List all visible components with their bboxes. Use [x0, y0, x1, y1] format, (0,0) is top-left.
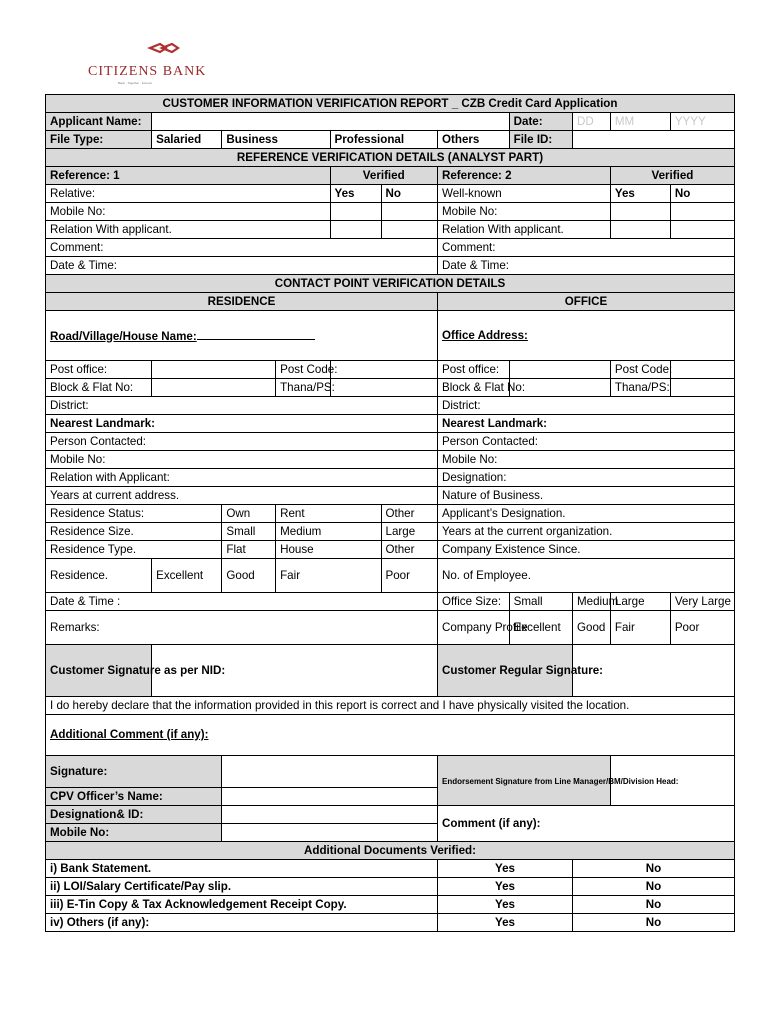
- reference-1-verified: Verified: [330, 167, 437, 185]
- res-post-code-label: Post Code:: [276, 361, 330, 379]
- doc-others-yes[interactable]: Yes: [437, 914, 572, 932]
- res-years-address[interactable]: Years at current address.: [46, 487, 438, 505]
- ref1-check-yes[interactable]: [330, 221, 381, 239]
- ref2-row-mobile[interactable]: Mobile No:: [437, 203, 610, 221]
- applicant-name-label: Applicant Name:: [46, 113, 152, 131]
- road-village-field[interactable]: [46, 311, 438, 361]
- ref2-row-relation[interactable]: Relation With applicant.: [437, 221, 610, 239]
- bank-name: CITIZENS BANK: [88, 64, 207, 79]
- customer-regular-signature-label: Customer Regular Signature:: [437, 645, 572, 697]
- off-designation[interactable]: Designation:: [437, 469, 734, 487]
- title-row: [46, 95, 735, 113]
- off-mobile[interactable]: Mobile No:: [437, 451, 734, 469]
- res-thana-field[interactable]: [330, 379, 437, 397]
- doc-loi-salary-no[interactable]: No: [573, 878, 735, 896]
- ref2-yes[interactable]: Yes: [610, 185, 670, 203]
- off-landmark[interactable]: Nearest Landmark:: [437, 415, 734, 433]
- road-underline: [197, 327, 315, 340]
- res-remarks[interactable]: Remarks:: [46, 611, 438, 645]
- res-mobile[interactable]: Mobile No:: [46, 451, 438, 469]
- ref1-row-comment[interactable]: Comment:: [46, 239, 438, 257]
- res-person-contacted[interactable]: Person Contacted:: [46, 433, 438, 451]
- file-type-business[interactable]: Business: [222, 131, 330, 149]
- off-thana-field[interactable]: [670, 379, 734, 397]
- signature-field[interactable]: [222, 756, 438, 788]
- res-thana-label: Thana/PS:: [276, 379, 330, 397]
- ref1-check-no[interactable]: [381, 221, 437, 239]
- file-id-label: File ID:: [509, 131, 572, 149]
- ref1-row-datetime[interactable]: Date & Time:: [46, 257, 438, 275]
- off-years-org[interactable]: Years at the current organization.: [437, 523, 734, 541]
- office-size-small[interactable]: Small: [509, 593, 572, 611]
- doc-others: iv) Others (if any):: [46, 914, 438, 932]
- file-id-field[interactable]: [573, 131, 735, 149]
- endorsement-text: Endorsement Signature from Line Manager/BM/Division Head:: [441, 776, 679, 786]
- status-other[interactable]: Other: [381, 505, 437, 523]
- off-block-flat-label: Block & Flat No:: [437, 379, 509, 397]
- date-day-field[interactable]: DD: [573, 113, 611, 131]
- doc-etin: iii) E-Tin Copy & Tax Acknowledgement Receipt Copy.: [46, 896, 438, 914]
- residence-status-label: Residence Status:: [46, 505, 222, 523]
- ref2-check-no[interactable]: [670, 203, 734, 221]
- verification-form: [45, 94, 735, 932]
- reference-1-title: Reference: 1: [46, 167, 331, 185]
- endorsement-label: [437, 756, 679, 806]
- ref1-row-relative: Relative:: [46, 185, 331, 203]
- size-small[interactable]: Small: [222, 523, 276, 541]
- off-company-existence[interactable]: Company Existence Since.: [437, 541, 734, 559]
- cpv-name-label: CPV Officer’s Name:: [46, 788, 222, 806]
- reference-2-verified: Verified: [610, 167, 734, 185]
- residence-good[interactable]: Good: [222, 559, 276, 593]
- type-other[interactable]: Other: [381, 541, 437, 559]
- customer-signature-label: Customer Signature as per NID:: [46, 645, 152, 697]
- residence-title: RESIDENCE: [46, 293, 438, 311]
- additional-comment[interactable]: Additional Comment (if any):: [46, 715, 735, 756]
- file-type-professional[interactable]: Professional: [330, 131, 437, 149]
- ref1-yes[interactable]: Yes: [330, 185, 381, 203]
- residence-type-label: Residence Type.: [46, 541, 222, 559]
- res-block-flat-label: Block & Flat No:: [46, 379, 152, 397]
- signature-label: Signature:: [46, 756, 222, 788]
- designation-id-label: Designation& ID:: [46, 806, 222, 824]
- ref2-check-yes[interactable]: [610, 203, 670, 221]
- off-district[interactable]: District:: [437, 397, 734, 415]
- doc-loi-salary: ii) LOI/Salary Certificate/Pay slip.: [46, 878, 438, 896]
- doc-bank-statement-yes[interactable]: Yes: [437, 860, 572, 878]
- office-address-field[interactable]: Office Address:: [437, 311, 734, 361]
- form-title: CUSTOMER INFORMATION VERIFICATION REPORT _ CZB Credit Card Application: [46, 95, 735, 113]
- officer-mobile-label: Mobile No:: [46, 824, 222, 842]
- file-type-others[interactable]: Others: [437, 131, 509, 149]
- type-flat[interactable]: Flat: [222, 541, 276, 559]
- file-type-salaried[interactable]: Salaried: [152, 131, 222, 149]
- road-village-label: Road/Village/House Name:: [50, 329, 197, 343]
- off-post-office-field[interactable]: [509, 361, 610, 379]
- residence-condition-label: Residence.: [46, 559, 152, 593]
- doc-others-no[interactable]: No: [573, 914, 735, 932]
- ref1-row-relation[interactable]: Relation With applicant.: [46, 221, 331, 239]
- ref2-no[interactable]: No: [670, 185, 734, 203]
- ref2-row-datetime[interactable]: Date & Time:: [437, 257, 734, 275]
- office-title: OFFICE: [437, 293, 734, 311]
- res-post-office-field[interactable]: [152, 361, 276, 379]
- designation-id-field[interactable]: [222, 806, 438, 824]
- date-label: Date:: [509, 113, 572, 131]
- residence-size-label: Residence Size.: [46, 523, 222, 541]
- doc-etin-yes[interactable]: Yes: [437, 896, 572, 914]
- officer-mobile-field[interactable]: [222, 824, 438, 842]
- office-size-very-large[interactable]: Very Large: [670, 593, 734, 611]
- profile-fair[interactable]: Fair: [610, 611, 670, 645]
- office-size-large[interactable]: Large: [610, 593, 670, 611]
- off-post-code-label: Post Code:: [610, 361, 670, 379]
- ref2-check-yes[interactable]: [610, 221, 670, 239]
- file-type-label: File Type:: [46, 131, 152, 149]
- doc-loi-salary-yes[interactable]: Yes: [437, 878, 572, 896]
- ref1-check-yes[interactable]: [330, 203, 381, 221]
- doc-etin-no[interactable]: No: [573, 896, 735, 914]
- date-month-field[interactable]: MM: [610, 113, 670, 131]
- bank-tagline: Bank · Together · Forever: [118, 81, 153, 85]
- ref1-no[interactable]: No: [381, 185, 437, 203]
- type-house[interactable]: House: [276, 541, 381, 559]
- off-post-code-field[interactable]: [670, 361, 734, 379]
- ref1-check-no[interactable]: [381, 203, 437, 221]
- reference-section-title: REFERENCE VERIFICATION DETAILS (ANALYST PART): [46, 149, 735, 167]
- reference-2-title: Reference: 2: [437, 167, 610, 185]
- ref2-row-comment[interactable]: Comment:: [437, 239, 734, 257]
- office-size-medium[interactable]: Medium: [573, 593, 611, 611]
- off-applicant-designation[interactable]: Applicant’s Designation.: [437, 505, 734, 523]
- date-year-field[interactable]: YYYY: [670, 113, 734, 131]
- off-employees[interactable]: No. of Employee.: [437, 559, 734, 593]
- off-thana-label: Thana/PS:: [610, 379, 670, 397]
- size-large[interactable]: Large: [381, 523, 437, 541]
- status-own[interactable]: Own: [222, 505, 276, 523]
- cpv-name-field[interactable]: [222, 788, 438, 806]
- status-rent[interactable]: Rent: [276, 505, 381, 523]
- profile-poor[interactable]: Poor: [670, 611, 734, 645]
- residence-fair[interactable]: Fair: [276, 559, 381, 593]
- office-size-label: Office Size:: [437, 593, 509, 611]
- ref1-row-mobile[interactable]: Mobile No:: [46, 203, 331, 221]
- res-block-flat-field[interactable]: [152, 379, 276, 397]
- doc-bank-statement-no[interactable]: No: [573, 860, 735, 878]
- off-person-contacted[interactable]: Person Contacted:: [437, 433, 734, 451]
- size-medium[interactable]: Medium: [276, 523, 381, 541]
- res-landmark[interactable]: Nearest Landmark:: [46, 415, 438, 433]
- residence-poor[interactable]: Poor: [381, 559, 437, 593]
- res-relation[interactable]: Relation with Applicant:: [46, 469, 438, 487]
- profile-excellent[interactable]: Excellent: [509, 611, 572, 645]
- declaration-text: I do hereby declare that the information provided in this report is correct and I have physically visited the location.: [46, 697, 735, 715]
- residence-excellent[interactable]: Excellent: [152, 559, 222, 593]
- off-post-office-label: Post office:: [437, 361, 509, 379]
- res-district[interactable]: District:: [46, 397, 438, 415]
- company-profile-label: Company Profile: [437, 611, 509, 645]
- contact-section-title: CONTACT POINT VERIFICATION DETAILS: [46, 275, 735, 293]
- doc-bank-statement: i) Bank Statement.: [46, 860, 438, 878]
- ref2-check-no[interactable]: [670, 221, 734, 239]
- profile-good[interactable]: Good: [573, 611, 611, 645]
- applicant-name-field[interactable]: [152, 113, 510, 131]
- res-post-code-field[interactable]: [330, 361, 437, 379]
- off-nature-business[interactable]: Nature of Business.: [437, 487, 734, 505]
- res-date-time[interactable]: Date & Time :: [46, 593, 438, 611]
- officer-comment[interactable]: Comment (if any):: [437, 806, 734, 842]
- res-post-office-label: Post office:: [46, 361, 152, 379]
- ref2-row-wellknown: Well-known: [437, 185, 610, 203]
- documents-title: Additional Documents Verified:: [46, 842, 735, 860]
